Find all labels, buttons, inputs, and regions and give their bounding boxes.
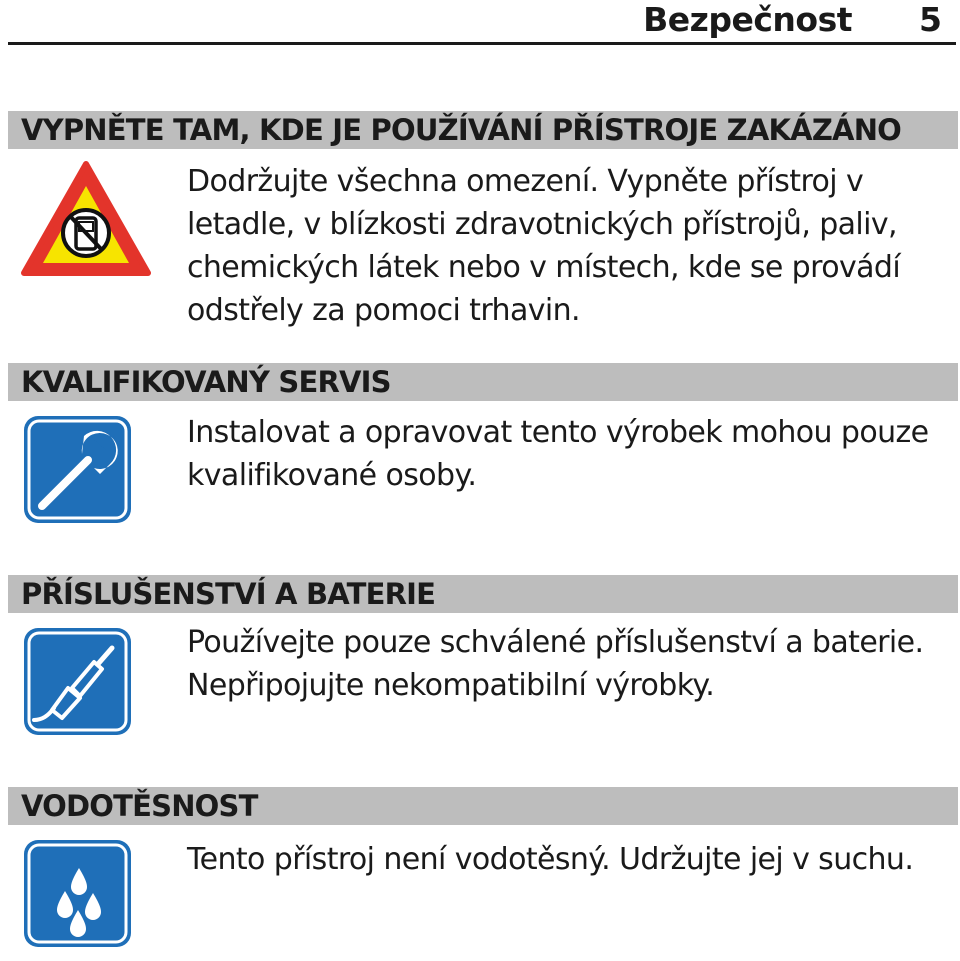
no-phone-warning-icon — [20, 160, 152, 278]
charger-plug-icon — [22, 626, 133, 737]
section-heading: VYPNĚTE TAM, KDE JE POUŽÍVÁNÍ PŘÍSTROJE ZAKÁZÁNO — [21, 113, 902, 147]
section-heading: VODOTĚSNOST — [21, 789, 258, 823]
section-text: Instalovat a opravovat tento výrobek mohou pouze kvalifikované osoby. — [187, 415, 929, 493]
page-number: 5 — [919, 0, 942, 39]
wrench-icon — [22, 414, 133, 525]
section-heading: PŘÍSLUŠENSTVÍ A BATERIE — [21, 577, 436, 611]
page-title: Bezpečnost — [643, 0, 852, 39]
water-drops-icon — [22, 838, 133, 949]
section-text: Používejte pouze schválené příslušenství a baterie. Nepřipojujte nekompatibilní výrobky. — [187, 625, 924, 703]
section-heading-bar — [8, 111, 958, 149]
section-heading-bar — [8, 363, 958, 401]
section-heading-bar — [8, 787, 958, 825]
section-heading-bar — [8, 575, 958, 613]
section-text: Tento přístroj není vodotěsný. Udržujte jej v suchu. — [187, 842, 914, 877]
section-heading: KVALIFIKOVANÝ SERVIS — [21, 365, 391, 399]
page-header — [0, 0, 960, 44]
header-divider — [8, 42, 956, 45]
section-text: Dodržujte všechna omezení. Vypněte přístroj v letadle, v blízkosti zdravotnických přístrojů, paliv, chemických látek nebo v místech, kde se provádí odstřely za pomoci trhavin. — [187, 164, 901, 328]
